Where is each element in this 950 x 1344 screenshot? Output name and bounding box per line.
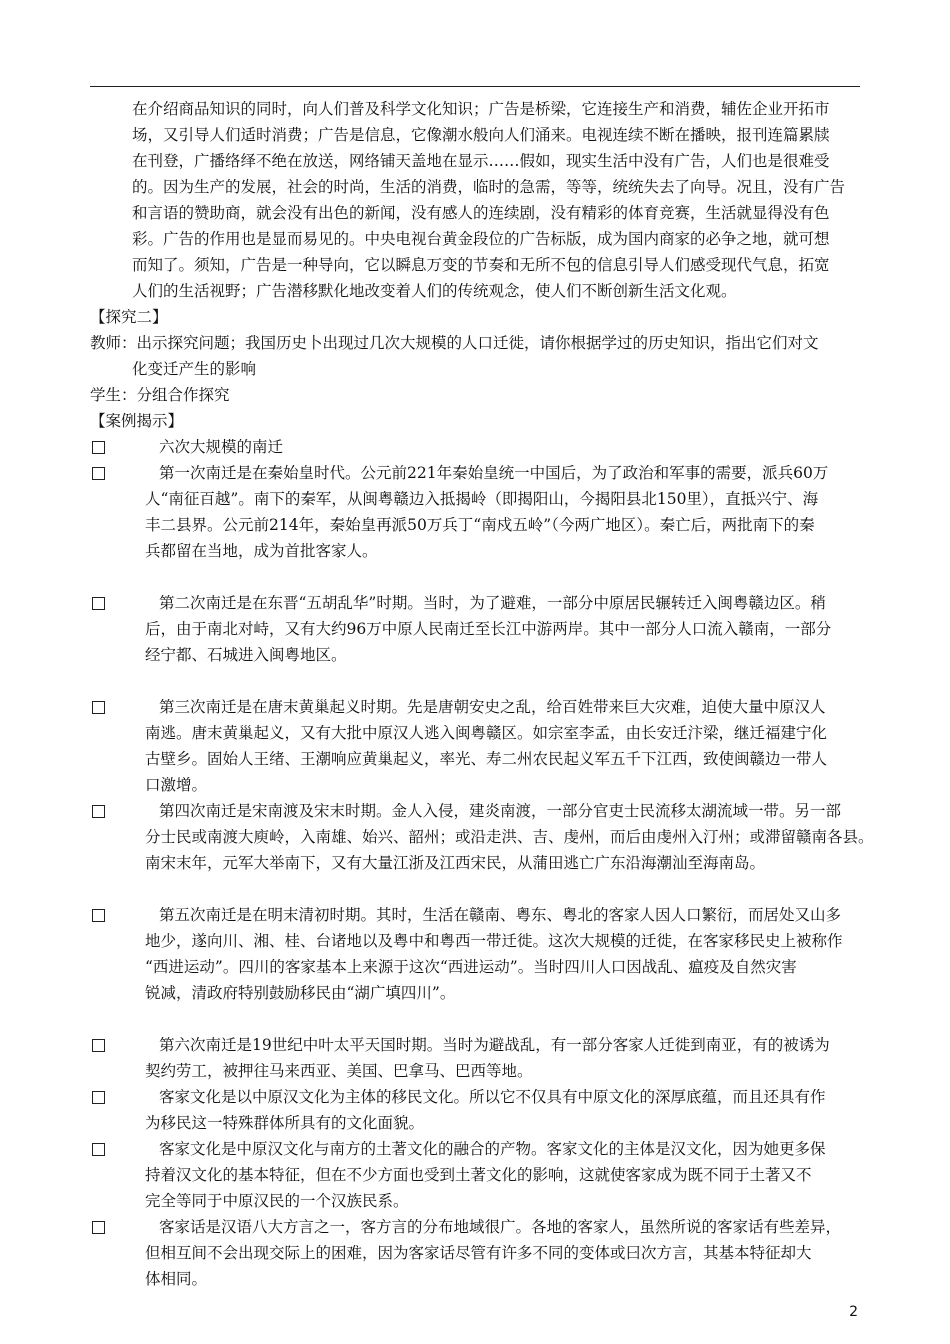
- intro-line: 人们的生活视野；广告潜移默化地改变着人们的传统观念，使人们不断创新生活文化观。: [132, 282, 737, 300]
- checkbox-icon: [92, 1221, 105, 1234]
- item-line: 口激增。: [145, 776, 208, 794]
- item-line: 为移民这一特殊群体所具有的文化面貌。: [145, 1114, 425, 1132]
- item-line: 南宋末年，元军大举南下，又有大量江浙及江西宋民，从蒲田逃亡广东沿海潮汕至海南岛。: [145, 854, 766, 872]
- checkbox-icon: [92, 1039, 105, 1052]
- item-line: 后，由于南北对峙，又有大约96万中原人民南迁至长江中游两岸。其中一部分人口流入赣南，一部分: [145, 620, 832, 638]
- list-item: [90, 1032, 860, 1084]
- item-line: 地少，遂向川、湘、桂、台诸地以及粤中和粤西一带迁徙。这次大规模的迁徙，在客家移民史上被称作: [145, 932, 843, 950]
- checkbox-icon: [92, 467, 105, 480]
- item-line: 体相同。: [145, 1270, 208, 1288]
- item-line: 分士民或南渡大庾岭，入南雄、始兴、韶州；或沿走洪、吉、虔州，而后由虔州入汀州；或滞留赣南各县。: [145, 828, 874, 846]
- intro-line: 的。因为生产的发展，社会的时尚，生活的消费，临时的急需，等等，统统失去了向导。况且，没有广告: [132, 178, 846, 196]
- list-item: [90, 1214, 860, 1292]
- intro-line: 在刊登，广播络绎不绝在放送，网络铺天盖地在显示……假如，现实生活中没有广告，人们也是很难受: [132, 152, 830, 170]
- page-content: [90, 96, 874, 1292]
- list-item: [90, 798, 874, 876]
- list-item: [90, 590, 860, 668]
- item-line: 人“南征百越”。南下的秦军，从闽粤赣边入抵揭岭（即揭阳山，今揭阳县北150里），直抵兴宁、海: [145, 490, 819, 508]
- teacher-line-continued: 化变迁产生的影响: [132, 360, 257, 378]
- teacher-line: 教师：出示探究问题；我国历史卜出现过几次大规模的人口迁徙，请你根据学过的历史知识，指出它们对文: [90, 334, 819, 352]
- item-line: 第三次南迁是在唐末黄巢起义时期。先是唐朝安史之乱，给百姓带来巨大灾难，迫使大量中原汉人: [159, 698, 826, 716]
- case-heading: 【案例揭示】: [90, 412, 184, 430]
- intro-line: 和言语的赞助商，就会没有出色的新闻，没有感人的连续剧，没有精彩的体育竞赛，生活就显得没有色: [132, 204, 830, 222]
- item-line: 第二次南迁是在东晋“五胡乱华”时期。当时，为了避难，一部分中原居民辗转迁入闽粤赣边区。稍: [159, 594, 826, 612]
- list-item: [90, 434, 860, 460]
- list-item: [90, 902, 860, 1006]
- item-line: “西进运动”。四川的客家基本上来源于这次“西进运动”。当时四川人口因战乱、瘟疫及自然灾害: [145, 958, 797, 976]
- checkbox-icon: [92, 805, 105, 818]
- item-line: 第六次南迁是19世纪中叶太平天国时期。当时为避战乱，有一部分客家人迁徙到南亚，有的被诱为: [159, 1036, 830, 1054]
- item-line: 经宁都、石城进入闽粤地区。: [145, 646, 347, 664]
- item-line: 完全等同于中原汉民的一个汉族民系。: [145, 1192, 409, 1210]
- checkbox-icon: [92, 1143, 105, 1156]
- item-line: 古壁乡。固始人王绪、王潮响应黄巢起义，率光、寿二州农民起义军五千下江西，致使闽赣边一带人: [145, 750, 828, 768]
- list-item: [90, 1136, 860, 1214]
- item-line: 第一次南迁是在秦始皇时代。公元前221年秦始皇统一中国后，为了政治和军事的需要，派兵60万: [159, 464, 829, 482]
- item-line: 但相互间不会出现交际上的困难，因为客家话尽管有许多不同的变体或曰次方言，其基本特征却大: [145, 1244, 812, 1262]
- item-line: 第四次南迁是宋南渡及宋末时期。金人入侵，建炎南渡，一部分官吏士民流移太湖流域一带。另一部: [159, 802, 842, 820]
- item-line: 兵都留在当地，成为首批客家人。: [145, 542, 378, 560]
- intro-line: 在介绍商品知识的同时，向人们普及科学文化知识；广告是桥梁，它连接生产和消费，辅佐企业开拓市: [132, 100, 830, 118]
- item-line: 第五次南迁是在明末清初时期。其时，生活在赣南、粤东、粤北的客家人因人口繁衍，而居处又山多: [159, 906, 842, 924]
- list-item: [90, 694, 860, 798]
- item-line: 锐减，清政府特别鼓励移民由“湖广填四川”。: [145, 984, 456, 1002]
- intro-paragraph: [90, 96, 860, 304]
- student-line: 学生：分组合作探究: [90, 386, 230, 404]
- item-line: 丰二县界。公元前214年，秦始皇再派50万兵丁“南戍五岭”（今两广地区）。秦亡后，两批南下的秦: [145, 516, 815, 534]
- checkbox-icon: [92, 1091, 105, 1104]
- item-line: 契约劳工，被押往马来西亚、美国、巴拿马、巴西等地。: [145, 1062, 533, 1080]
- checkbox-icon: [92, 441, 105, 454]
- checkbox-icon: [92, 597, 105, 610]
- item-line: 客家文化是中原汉文化与南方的土著文化的融合的产物。客家文化的主体是汉文化，因为她更多保: [159, 1140, 826, 1158]
- item-line: 六次大规模的南迁: [159, 438, 284, 456]
- page-number: 2: [849, 1304, 858, 1320]
- item-line: 持着汉文化的基本特征，但在不少方面也受到土著文化的影响，这就使客家成为既不同于土著又不: [145, 1166, 812, 1184]
- intro-line: 场，又引导人们适时消费；广告是信息，它像潮水般向人们涌来。电视连续不断在播映，报刊连篇累牍: [132, 126, 830, 144]
- intro-line: 而知了。须知，广告是一种导向，它以瞬息万变的节奏和无所不包的信息引导人们感受现代气息，拓宽: [132, 256, 830, 274]
- checkbox-icon: [92, 909, 105, 922]
- teacher-prompt: [90, 330, 860, 382]
- list-item: [90, 1084, 860, 1136]
- item-line: 南逃。唐末黄巢起义，又有大批中原汉人逃入闽粤赣区。如宗室李孟，由长安迁汴梁，继迁福建宁化: [145, 724, 828, 742]
- item-line: 客家文化是以中原汉文化为主体的移民文化。所以它不仅具有中原文化的深厚底蕴，而且还具有作: [159, 1088, 826, 1106]
- section-heading: 【探究二】: [90, 308, 168, 326]
- header-rule: [90, 86, 860, 87]
- intro-line: 彩。广告的作用也是显而易见的。中央电视台黄金段位的广告标版，成为国内商家的必争之地，就可想: [132, 230, 830, 248]
- checkbox-icon: [92, 701, 105, 714]
- item-line: 客家话是汉语八大方言之一，客方言的分布地域很广。各地的客家人，虽然所说的客家话有些差异，: [159, 1218, 842, 1236]
- list-item: [90, 460, 860, 564]
